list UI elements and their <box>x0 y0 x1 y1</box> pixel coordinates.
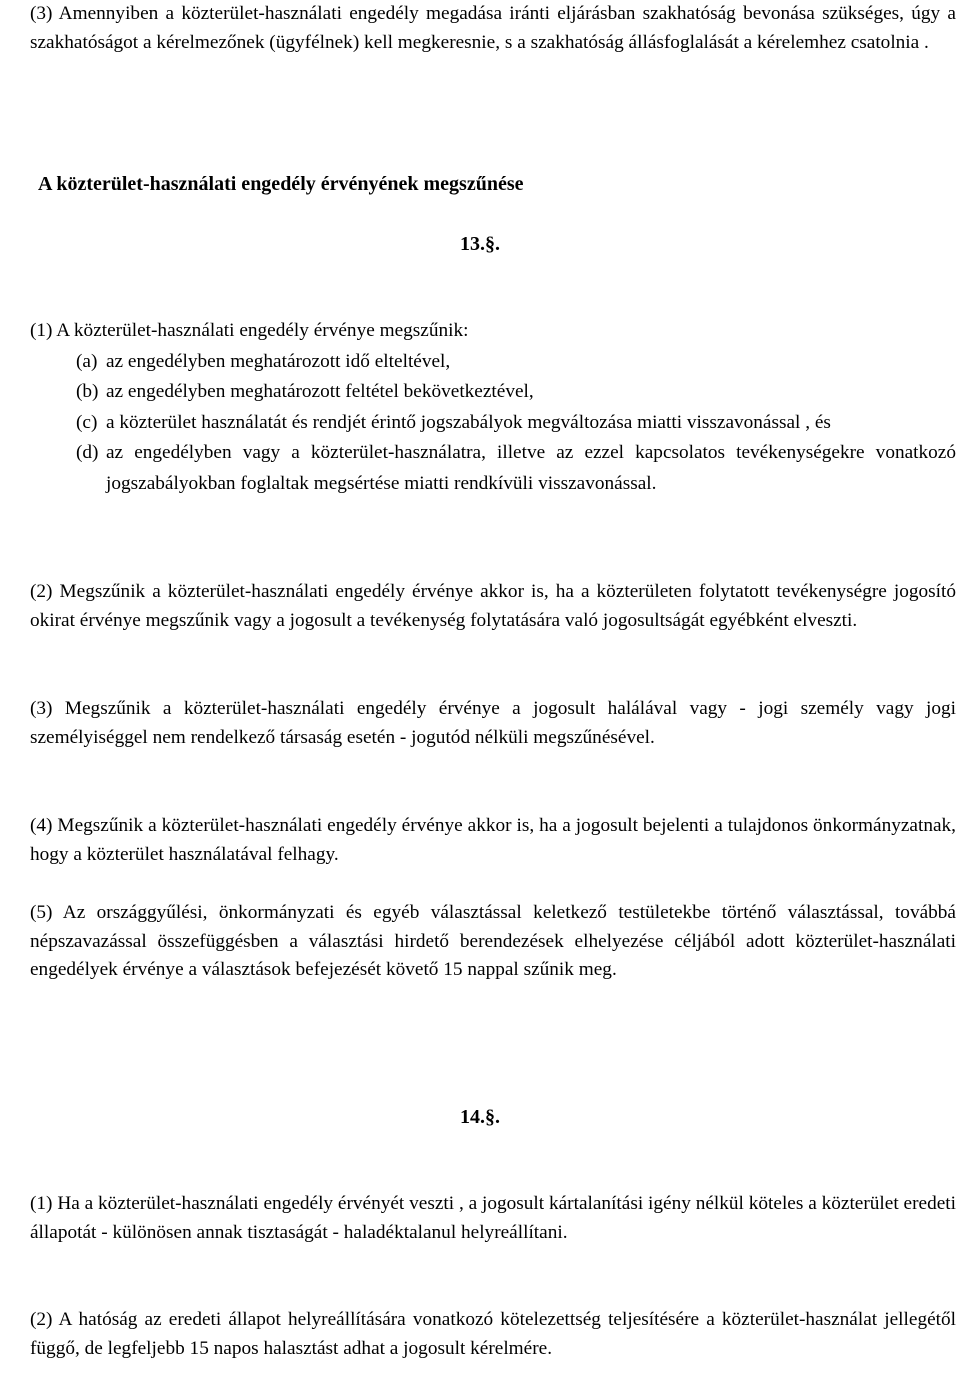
section-number-13: 13.§. <box>460 233 500 255</box>
section-number-14: 14.§. <box>460 1106 500 1128</box>
list-item-label: (b) <box>76 381 99 402</box>
list-item-label: (a) <box>76 350 98 372</box>
paragraph-14-1: (1) Ha a közterület-használati engedély érvényét veszti , a jogosult kártalanítási igény nélkül köteles a közterület eredeti állapotát - különösen annak tisztaságát - haladéktalanul helyreállítani. <box>30 1193 956 1243</box>
list-item-text: az engedélyben vagy a közterület-használatra, illetve az ezzel kapcsolatos tevékenységekre vonatkozó jogszabályokban foglaltak megsértése miatti rendkívüli visszavonással. <box>106 442 956 494</box>
paragraph-13-2: (2) Megszűnik a közterület-használati engedély érvénye akkor is, ha a közterületen folytatott tevékenységre jogosító okirat érvénye megszűnik vagy a jogosult a tevékenység folytatására való jogosultságát egyébként elveszti. <box>30 581 956 631</box>
list-item-label: (c) <box>76 411 98 433</box>
paragraph-13-5: (5) Az országgyűlési, önkormányzati és egyéb választással keletkező testületekbe történő választással, továbbá népszavazással összefüggésben a választási hirdető berendezések elhelyezése céljából adott közterület-használati engedélyek érvénye a választások befejezését követő 15 nappal szűnik meg. <box>30 902 956 981</box>
paragraph-14-2: (2) A hatóság az eredeti állapot helyreállítására vonatkozó kötelezettség teljesítésére a közterület-használat jellegétől függő, de legfeljebb 15 napos halasztást adhat a jogosult kérelmére. <box>30 1309 956 1359</box>
section-heading: A közterület-használati engedély érvényének megszűnése <box>38 173 524 195</box>
paragraph-13-1 <box>30 316 956 499</box>
list-item-b <box>30 377 956 408</box>
list-item-a <box>30 347 956 378</box>
list-item-label: (d) <box>76 442 99 463</box>
list-item-text: az engedélyben meghatározott idő elteltével, <box>106 350 451 372</box>
paragraph-13-3: (3) Megszűnik a közterület-használati engedély érvénye a jogosult halálával vagy - jogi személy vagy jogi személyiséggel nem rendelkező társaság esetén - jogutód nélküli megszűnésével. <box>30 698 956 748</box>
paragraph-12-3: (3) Amennyiben a közterület-használati engedély megadása iránti eljárásban szakhatóság bevonása szükséges, úgy a szakhatóságot a kérelmezőnek (ügyfélnek) kell megkeresnie, s a szakhatóság állásfoglalását a kérelemhez csatolnia . <box>30 3 956 53</box>
list-item-text: az engedélyben meghatározott feltétel bekövetkeztével, <box>106 381 534 402</box>
paragraph-13-4: (4) Megszűnik a közterület-használati engedély érvénye akkor is, ha a jogosult bejelenti a tulajdonos önkormányzatnak, hogy a közterület használatával felhagy. <box>30 815 956 865</box>
paragraph-13-1-intro: (1) A közterület-használati engedély érvénye megszűnik: <box>30 320 469 341</box>
list-item-c <box>30 408 956 439</box>
list-item-d <box>30 438 956 499</box>
list-item-text: a közterület használatát és rendjét érintő jogszabályok megváltozása miatti visszavonással , és <box>106 411 831 433</box>
